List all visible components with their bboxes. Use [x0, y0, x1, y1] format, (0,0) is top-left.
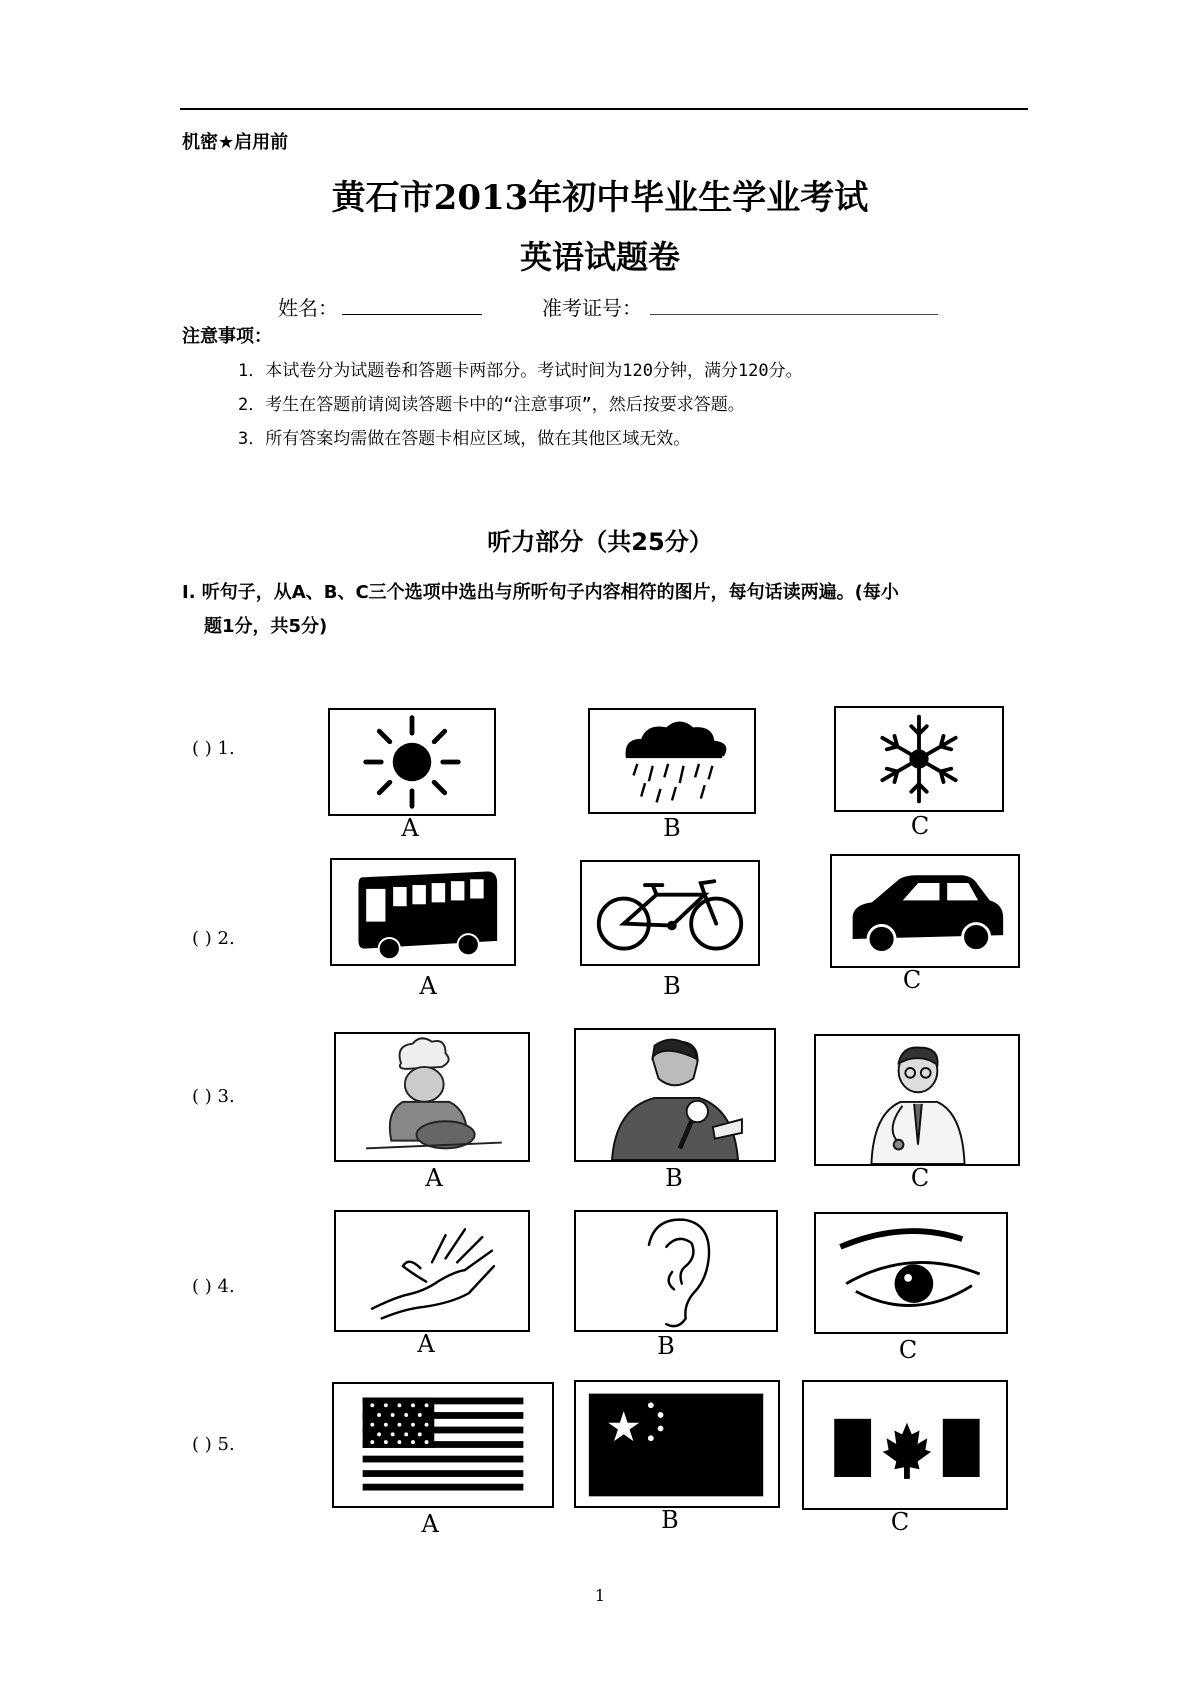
option-picture-a[interactable]	[332, 1382, 554, 1508]
option-picture-c[interactable]	[814, 1212, 1008, 1334]
option-picture-c[interactable]	[834, 706, 1004, 812]
option-label: B	[665, 1164, 683, 1192]
exam-subtitle: 英语试题卷	[519, 238, 680, 276]
name-blank[interactable]	[342, 314, 482, 315]
instruction-line: I. 听句子，从A、B、C三个选项中选出与所听句子内容相符的图片，每句话读两遍。(每小	[182, 582, 899, 603]
listening-section-title: 听力部分（共25分）	[487, 528, 713, 556]
page-number: 1	[594, 1586, 606, 1605]
eye-icon	[816, 1214, 1006, 1332]
option-picture-c[interactable]	[802, 1380, 1008, 1510]
notes-heading: 注意事项：	[182, 326, 272, 347]
option-label: A	[401, 814, 419, 842]
header-rule	[180, 108, 1028, 110]
usa-flag-icon	[334, 1384, 552, 1506]
option-picture-b[interactable]	[580, 860, 760, 966]
option-label: A	[419, 972, 437, 1000]
bus-icon	[332, 860, 514, 964]
question-number[interactable]: ( ) 2.	[192, 928, 235, 949]
option-label: C	[898, 1336, 918, 1364]
hand-icon	[336, 1212, 528, 1330]
option-picture-c[interactable]	[814, 1034, 1020, 1166]
option-label: A	[425, 1164, 443, 1192]
option-label: A	[417, 1330, 435, 1358]
option-label: C	[890, 1508, 910, 1536]
doctor-icon	[816, 1036, 1018, 1164]
name-label: 姓名：	[278, 296, 338, 320]
note-item: 2．考生在答题前请阅读答题卡中的“注意事项”，然后按要求答题。	[238, 395, 745, 415]
instruction-line: 题1分，共5分)	[204, 616, 328, 637]
exam-id-label: 准考证号：	[542, 296, 642, 320]
detective-icon	[576, 1030, 774, 1160]
option-picture-a[interactable]	[330, 858, 516, 966]
cook-icon	[336, 1034, 528, 1160]
question-number[interactable]: ( ) 3.	[192, 1086, 235, 1107]
bicycle-icon	[582, 862, 758, 964]
option-label: B	[663, 814, 681, 842]
option-picture-b[interactable]	[574, 1028, 776, 1162]
china-flag-icon	[576, 1382, 778, 1506]
sun-icon	[330, 710, 494, 814]
option-label: C	[910, 812, 930, 840]
question-number[interactable]: ( ) 5.	[192, 1434, 235, 1455]
option-label: C	[902, 966, 922, 994]
canada-flag-icon	[804, 1382, 1006, 1508]
question-number[interactable]: ( ) 4.	[192, 1276, 235, 1297]
option-label: C	[910, 1164, 930, 1192]
option-label: A	[421, 1510, 439, 1538]
option-picture-a[interactable]	[328, 708, 496, 816]
snowflake-icon	[836, 708, 1002, 810]
option-picture-b[interactable]	[574, 1380, 780, 1508]
option-label: B	[657, 1332, 675, 1360]
option-picture-a[interactable]	[334, 1210, 530, 1332]
option-picture-c[interactable]	[830, 854, 1020, 968]
exam-id-blank[interactable]	[650, 314, 938, 315]
confidential-mark: 机密★启用前	[182, 132, 289, 153]
option-label: B	[663, 972, 681, 1000]
option-picture-a[interactable]	[334, 1032, 530, 1162]
note-item: 1．本试卷分为试题卷和答题卡两部分。考试时间为120分钟，满分120分。	[238, 361, 803, 381]
question-number[interactable]: ( ) 1.	[192, 738, 235, 759]
exam-title: 黄石市2013年初中毕业生学业考试	[331, 178, 869, 218]
part1-instruction	[182, 576, 1032, 644]
ear-icon	[576, 1212, 776, 1330]
rain-cloud-icon	[590, 710, 754, 812]
option-label: B	[661, 1506, 679, 1534]
option-picture-b[interactable]	[588, 708, 756, 814]
option-picture-b[interactable]	[574, 1210, 778, 1332]
note-item: 3．所有答案均需做在答题卡相应区域，做在其他区域无效。	[238, 429, 691, 449]
car-icon	[832, 856, 1018, 966]
